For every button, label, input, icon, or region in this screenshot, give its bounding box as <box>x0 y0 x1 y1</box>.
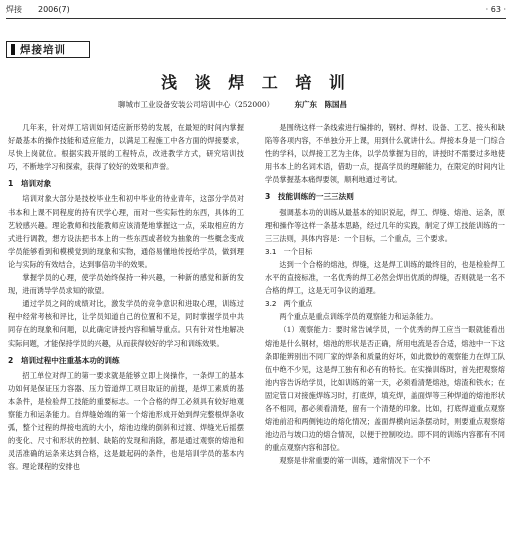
paragraph: 达到一个合格的熔池，焊缝，这是焊工训练的最终目的，也是检验焊工水平的直接标准，一名优秀的焊工必然会焊出优质的焊缝，否则就是一名不合格的焊工，这是无可争议的道理。 <box>265 259 505 296</box>
author-line <box>118 99 347 110</box>
page-header <box>6 2 506 19</box>
subsection-heading-3-1: 3.1 一个目标 <box>265 246 313 256</box>
paragraph: 通过学员之间的成绩对比，激发学员的竞争意识和进取心理，训练过程中经常考核和评比，让学员知道自己的位置和不足，同时掌握学员中共同存在的现象和问题，以此确定讲授内容和辅导重点。只有针对性地解决实际问题，才能保持学员的兴趣，从而获得较好的学习和训练效果。 <box>8 299 244 348</box>
section-badge <box>6 41 90 58</box>
right-column <box>265 121 505 467</box>
paragraph: （1）观察能力：要时常告诫学员，一个优秀的焊工应当一眼就能看出熔池是什么钢材，熔池的形状是否正确，所用电流是否合适，熔池中一下这条即能辨别出不同厂家的焊条和质量的好坏，如此微妙的观察能力在焊工队伍中绝不少见，这是焊工独有和必有的特长。在实操训练时，首先把观察熔池内容告诉给学员，比如训练的第一天，必须看清楚熔池，熔渣和铁水；在固定管口对接施焊练习时，打底焊，填充焊，盖面焊等三种焊道的熔池形状各不相同，都必须看清楚，留有一个清楚的印象。比如，打底焊道重点观察熔池前沿和两侧钝边的熔化情况；盖面焊横向运条摆动时，则要重点观察熔池边沿与坡口边的熔合情况，以便于控制咬边。即不同的训练内容都有不同的重点观察内容和部位。 <box>265 325 505 453</box>
badge-bar-icon <box>11 44 15 55</box>
section-heading-2: 2 培训过程中注重基本功的训练 <box>8 355 120 365</box>
author-names: 东广东 陈国昌 <box>294 100 348 109</box>
paragraph: 招工单位对焊工的第一要求就是能够立即上岗操作，一条焊工的基本功如何是保证压力容器、压力管道焊工项目取证的前提，是焊工素质的基本条件，是检验焊工技能的重要标志。一个合格的焊工必须具有较好地观察能力和运条能力。自焊缝始端的第一个熔池形成开始到焊完整根焊条收弧，整个过程的焊接电流的大小，熔池边缘的倒斜和过渡、焊缝光后摇摆的变化、尺寸和形状的控制、缺陷的发现和消除，都是通过观察的熔池和灵活准确的运条来达到合格，这是最起码的条件，也是培训学员的基本内容。理论课程的安排也 <box>8 370 244 472</box>
intro-paragraph: 几年来，针对焊工培训如何适应新形势的发展，在最短的时间内掌握好最基本的操作技能和适应能力，以满足工程施工中各方面的焊接要求，尽快上岗就位。根据实践开展的工程特点，改进教学方式，研究培训技巧，不断地学习和探索，获得了较好的效果和声誉。 <box>8 123 244 172</box>
paragraph: 培训对象大部分是技校毕业生和初中毕业的待业青年，这部分学员对书本和上课不同程度的持有厌学心理，而对一些实际性的东西，具体的工艺较感兴趣。理论教师和技能教师应该清楚地掌握这一点，采取相应的方式进行调教，想方设法把书本上的一些东西或者较为抽象的一些概念变成学员能够看到和模模觉到的现象和实物，通俗易懂地传授给学员，做到理论与实际的有效结合，达到事倍功半的效果。 <box>8 194 244 269</box>
paragraph: 是围绕这样一条线索进行编排的，钢材、焊材、设备、工艺、接头和缺陷等各项内容，不单独分开上课，用到什么就讲什么。焊接本身是一门综合性的学科，以焊接工艺为主体，以学员掌握为目的，讲授时不需要过多地使用书本上的名词术语，借助一点，提高学员的理解能力，在限定的时间内让学员掌握基本痛焊要领，顺利地通过考试。 <box>265 123 505 185</box>
paragraph: 两个重点是重点训练学员的观察能力和运条能力。 <box>279 312 438 322</box>
section-heading-3: 3 技能训练的一三三法则 <box>265 192 354 202</box>
article-title: 浅 谈 焊 工 培 训 <box>161 73 351 92</box>
author-affiliation: 聊城市工业设备安装公司培训中心（252000） <box>118 100 275 109</box>
section-heading-1: 1 培训对象 <box>8 179 52 189</box>
journal-name: 焊接 <box>6 5 22 14</box>
journal-issue: 2006(7) <box>38 5 70 14</box>
subsection-heading-3-2: 3.2 两个重点 <box>265 299 313 309</box>
paragraph: 强调基本功的训练从最基本的知识说起，焊工、焊缝、熔池、运条，原理和操作等这样一条基本思路，经过几年的实践，制定了焊工技能训练的一三三法则，具体内容是：一个目标，二个重点，三个要求。 <box>265 207 505 243</box>
section-badge-label: 焊接培训 <box>20 44 66 56</box>
page-number: · 63 · <box>485 5 506 14</box>
paragraph: 观察是非常重要的第一训练，通常情况下一个不 <box>279 456 431 466</box>
left-column <box>8 121 244 473</box>
paragraph: 掌握学员的心理，使学员始终保持一种兴趣，一种新的感觉和新的发现，进而诱导学员求知的欲望。 <box>8 273 244 296</box>
